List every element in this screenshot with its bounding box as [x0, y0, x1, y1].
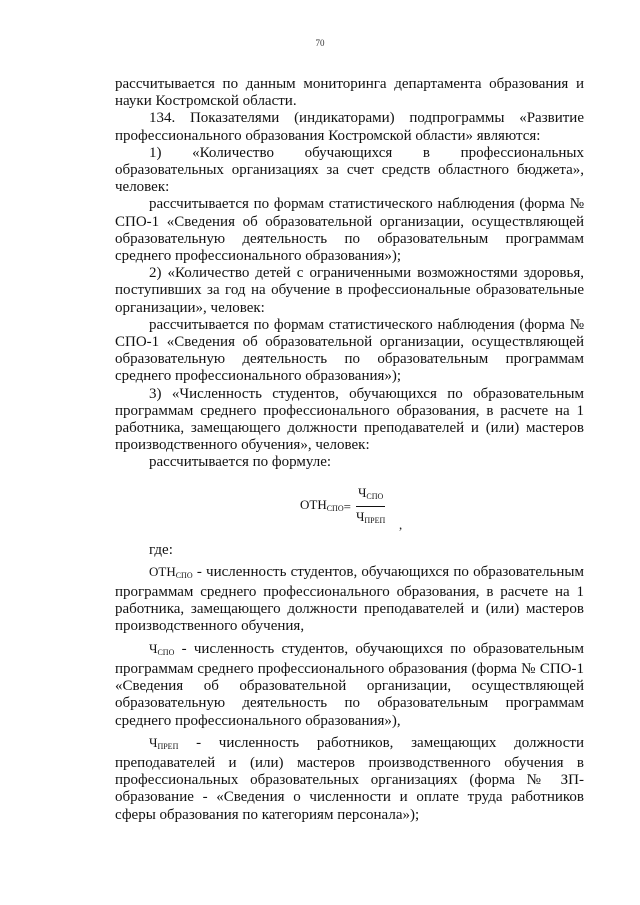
formula-comma: ,	[399, 516, 403, 532]
definition-ch-prep: $Ч_{ПРЕП}$ - численность работников, замещающих должности преподавателей и (или) мастеров производственного обучения в профессиональных образовательных организациях (форма № ЗП-образование - «Сведения о численности и оплате труда работников сферы образования по категориям персонала»);	[115, 734, 584, 823]
paragraph: 3) «Численность студентов, обучающихся по образовательным программам среднего профессионального образования, в расчете на 1 работника, замещающего должности преподавателей и (или) мастеров производственного обучения», человек:	[115, 385, 584, 454]
document-body	[115, 76, 584, 824]
paragraph: рассчитывается по данным мониторинга департамента образования и науки Костромской области.	[115, 76, 584, 110]
page-number: 70	[315, 38, 325, 48]
formula-denominator: $Ч_{ПРЕП}$	[355, 508, 386, 525]
paragraph: рассчитывается по формам статистического наблюдения (форма № СПО-1 «Сведения об образовательной организации, осуществляющей образовательную деятельность по образовательным программам среднего профессионального образования»);	[115, 316, 584, 385]
paragraph: 1) «Количество обучающихся в профессиональных образовательных организациях за счет средств областного бюджета», человек:	[115, 144, 584, 196]
formula-block	[115, 472, 584, 542]
formula-numerator: $Ч_{СПО}$	[356, 484, 385, 507]
formula-equals: =	[343, 498, 351, 514]
paragraph: рассчитывается по формам статистического наблюдения (форма № СПО-1 «Сведения об образовательной организации, осуществляющей образовательную деятельность по образовательным программам среднего профессионального образования»);	[115, 196, 584, 265]
where-label: где:	[149, 541, 173, 558]
formula-fraction	[354, 484, 387, 529]
paragraph: 2) «Количество детей с ограниченными возможностями здоровья, поступивших за год на обучение в профессиональные образовательные организации», человек:	[115, 265, 584, 316]
paragraph: 134. Показателями (индикаторами) подпрограммы «Развитие профессионального образования Костромской области» являются:	[115, 110, 584, 144]
definition-ch-spo: $Ч_{СПО}$ - численность студентов, обучающихся по образовательным программам среднего профессионального образования (форма № СПО-1 «Сведения об образовательной организации, осуществляющей образовательную деятельность по образовательным программам среднего профессионального образования»),	[115, 640, 584, 729]
definition-otn: $ОТН_{СПО}$ - численность студентов, обучающихся по образовательным программам среднего профессионального образования, в расчете на 1 работника, замещающего должности преподавателей и (или) мастеров производственного обучения,	[115, 563, 584, 635]
formula-lhs: $ОТН_{СПО}$	[300, 496, 344, 513]
formula	[300, 484, 387, 529]
paragraph: рассчитывается по формуле:	[149, 454, 332, 471]
